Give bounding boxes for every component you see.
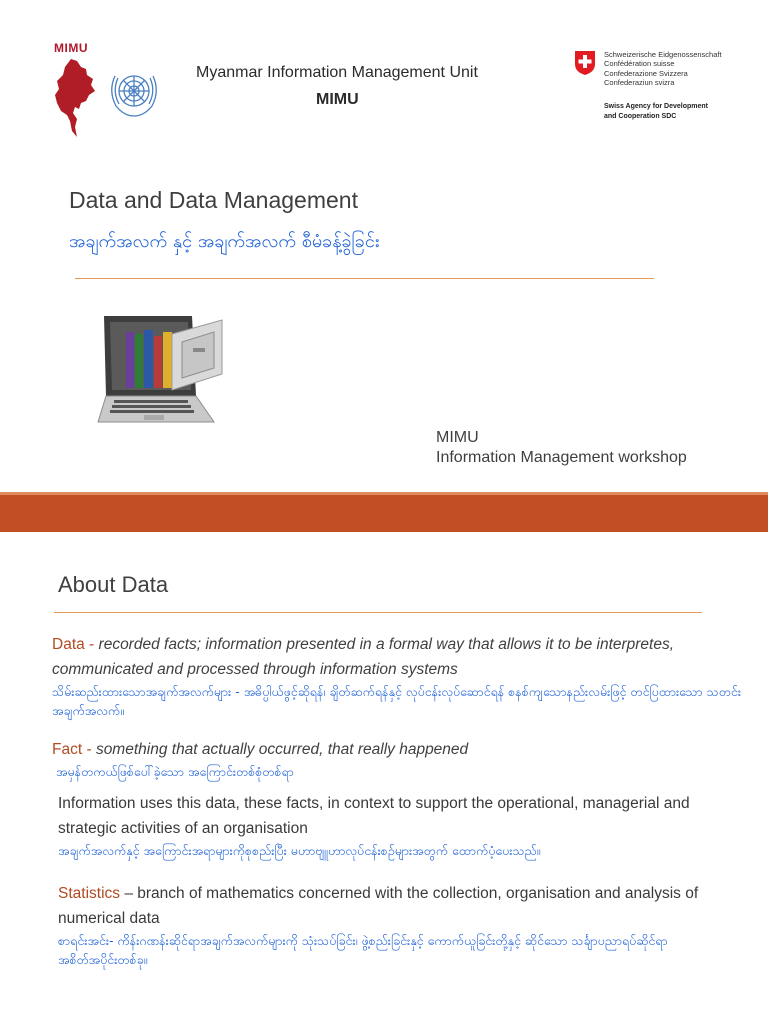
data-definition: Data - recorded facts; information presented in a formal way that allows it to be interpretes, communicated and processed through information systems သိမ်းဆည်းထားသောအချက်အလက်များ - အဓိပ္ပါယ်ဖွင့်ဆိုရန်၊ ချိတ်ဆက်ရန်နှင့် လုပ်ငန်းလုပ်ဆောင်ရန် စနစ်ကျသောနည်းလမ်းဖြင့် တင်ပြထားသော သတင်းအချက်အလက်။ <box>52 636 742 718</box>
slide-title: Data and Data Management <box>69 187 358 213</box>
title-divider <box>54 612 702 613</box>
term-statistics: Statistics <box>58 885 121 902</box>
slide-separator-band <box>0 492 768 532</box>
slide-subtitle-myanmar: အချက်အလက် နှင့် အချက်အလက် စီမံခန့်ခွဲခြင်း <box>69 231 380 252</box>
statistics-definition-text: – branch of mathematics concerned with the collection, organisation and analysis of numerical data <box>58 885 699 927</box>
un-emblem-logo <box>106 66 162 120</box>
title-divider <box>75 278 654 279</box>
information-myanmar: အချက်အလက်နှင့် အကြောင်းအရာများကိုစုစည်းပြီး မဟာဗျူဟာလုပ်ငန်းစဉ်များအတွက် ထောက်ပံ့ပေးသည်။ <box>58 843 541 858</box>
org-name: Myanmar Information Management Unit <box>196 64 478 81</box>
swiss-agency-text: Swiss Agency for Development and Cooperation SDC <box>604 103 708 120</box>
information-text <box>58 791 718 860</box>
data-definition-text: recorded facts; information presented in a formal way that allows it to be interpretes, communicated and processed through information systems <box>52 636 675 678</box>
data-definition-myanmar: သိမ်းဆည်းထားသောအချက်အလက်များ - အဓိပ္ပါယ်ဖွင့်ဆိုရန်၊ ချိတ်ဆက်ရန်နှင့် လုပ်ငန်းလုပ်ဆောင်ရန် စနစ်ကျသောနည်းလမ်းဖြင့် တင်ပြထားသော သတင်းအချက်အလက်။ <box>52 684 742 718</box>
workshop-name: Information Management workshop <box>436 449 687 466</box>
title-slide <box>0 0 768 492</box>
fact-definition-text: something that actually occurred, that really happened <box>95 741 469 758</box>
term-fact: Fact <box>52 741 83 758</box>
swiss-flag-icon <box>574 50 596 76</box>
org-abbreviation: MIMU <box>316 91 359 108</box>
information-description: Information uses this data, these facts, in context to support the operational, managerial and strategic activities of an organisation <box>58 795 690 837</box>
slide-title: About Data <box>58 572 169 597</box>
term-data: Data <box>52 636 85 653</box>
workshop-organizer: MIMU <box>436 429 479 446</box>
myanmar-map-logo <box>53 57 97 139</box>
fact-definition-myanmar: အမှန်တကယ်ဖြစ်ပေါ်ခဲ့သော အကြောင်းတစ်စုံတစ်ရာ <box>56 764 294 779</box>
laptop-file-drawer-illustration <box>96 312 336 430</box>
statistics-myanmar: စာရင်းအင်း- ကိန်းဂဏန်းဆိုင်ရာအချက်အလက်များကို သုံးသပ်ခြင်း၊ ဖွဲ့စည်းခြင်းနှင့် ကောက်ယူခြင်းတို့နှင့် ဆိုင်သော သင်္ချာပညာရပ်ဆိုင်ရာ အစိတ်အပိုင်းတစ်ခု။ <box>58 933 668 967</box>
statistics-definition <box>58 881 718 969</box>
fact-definition: Fact - something that actually occurred, that really happened အမှန်တကယ်ဖြစ်ပေါ်ခဲ့သော အကြောင်းတစ်စုံတစ်ရာ <box>52 737 742 781</box>
mimu-logo-label: MIMU <box>54 41 88 55</box>
swiss-confederation-text: Schweizerische Eidgenossenschaft Confédération suisse Confederazione Svizzera Confederaziun svizra <box>604 50 722 87</box>
about-data-slide <box>0 532 768 1024</box>
